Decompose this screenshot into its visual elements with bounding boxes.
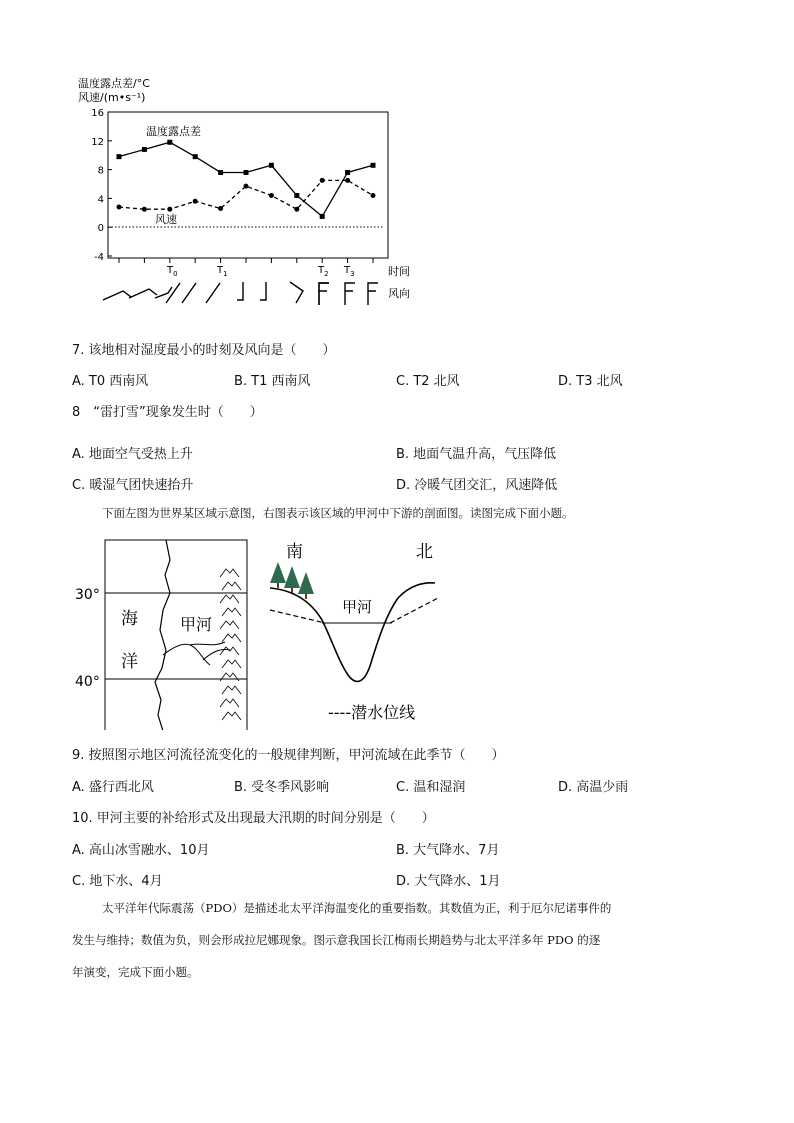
tree-icon bbox=[284, 566, 300, 588]
wind-barb-12 bbox=[368, 283, 378, 305]
data-point-series-2 bbox=[269, 193, 274, 198]
river-jiahe bbox=[163, 642, 230, 665]
q7-option-b[interactable]: B. T1 西南风 bbox=[234, 374, 311, 389]
x-axis-label: 时间 bbox=[388, 265, 410, 278]
wind-barb-3 bbox=[155, 287, 172, 298]
q7-option-a[interactable]: A. T0 西南风 bbox=[72, 374, 149, 389]
mountain-icon bbox=[220, 699, 239, 707]
data-point-series-1 bbox=[269, 163, 274, 168]
data-point-series-2 bbox=[218, 206, 223, 211]
q10-option-d[interactable]: D. 大气降水、1月 bbox=[396, 874, 501, 889]
svg-text:T1: $T_1$ bbox=[217, 265, 228, 278]
data-point-series-1 bbox=[294, 193, 299, 198]
svg-text:T2: $T_2$ bbox=[318, 265, 329, 278]
wind-direction-symbols bbox=[103, 282, 378, 305]
y-axis-label-wind: 风速/(m•s⁻¹) bbox=[78, 91, 146, 104]
series-line-1 bbox=[119, 142, 373, 216]
wind-barb-2 bbox=[129, 289, 157, 298]
series-points bbox=[117, 140, 376, 219]
mountain-icon bbox=[220, 595, 239, 603]
wind-barb-9 bbox=[290, 282, 303, 303]
data-point-series-1 bbox=[371, 163, 376, 168]
q10-option-c[interactable]: C. 地下水、4月 bbox=[72, 874, 163, 889]
q8-option-a[interactable]: A. 地面空气受热上升 bbox=[72, 447, 193, 462]
wind-barb-7 bbox=[237, 282, 243, 300]
series-label-temp: 温度露点差 bbox=[146, 125, 201, 138]
q7-option-c[interactable]: C. T2 北风 bbox=[396, 374, 460, 389]
question-7-stem: 7. 该地相对湿度最小的时刻及风向是（ ） bbox=[72, 343, 336, 358]
passage-intro-3-line-2: 发生与维持；数值为负，则会形成拉尼娜现象。图示意我国长江梅雨长期趋势与北太平洋多年 PDO 的逐 bbox=[72, 933, 601, 947]
mountain-icon bbox=[220, 621, 239, 629]
ocean-label-char-1: 海 bbox=[121, 609, 138, 629]
data-point-series-2 bbox=[345, 178, 350, 183]
data-point-series-2 bbox=[167, 207, 172, 212]
q9-option-d[interactable]: D. 高温少雨 bbox=[558, 780, 629, 795]
data-point-series-1 bbox=[142, 147, 147, 152]
q9-option-b[interactable]: B. 受冬季风影响 bbox=[234, 780, 330, 795]
passage-intro-2: 下面左图为世界某区域示意图，右图表示该区域的甲河中下游的剖面图。读图完成下面小题。 bbox=[102, 506, 574, 520]
tree-trunk bbox=[305, 594, 307, 599]
y-axis-label-temp: 温度露点差/°C bbox=[78, 77, 150, 90]
river-profile bbox=[270, 542, 438, 722]
region-map bbox=[75, 540, 247, 730]
y-tick-label: 16 bbox=[91, 108, 104, 119]
data-point-series-2 bbox=[294, 207, 299, 212]
temperature-dewpoint-wind-chart bbox=[0, 0, 794, 320]
mountain-icon bbox=[222, 634, 241, 642]
y-tick-label: 12 bbox=[91, 136, 104, 148]
wind-barb-5 bbox=[182, 283, 196, 303]
mountain-icon bbox=[222, 582, 241, 590]
y-tick-label: -4 bbox=[94, 252, 104, 263]
wind-direction-label: 风向 bbox=[388, 287, 410, 300]
x-tick-label-t3 bbox=[343, 265, 355, 278]
latitude-label-40: 40° bbox=[75, 674, 100, 690]
series-lines bbox=[119, 142, 373, 216]
map-frame bbox=[105, 540, 247, 730]
south-label: 南 bbox=[286, 542, 303, 562]
data-point-series-1 bbox=[117, 154, 122, 159]
series-label-wind: 风速 bbox=[155, 213, 177, 226]
q9-option-a[interactable]: A. 盛行西北风 bbox=[72, 780, 154, 795]
wind-barb-1 bbox=[103, 291, 131, 300]
north-label: 北 bbox=[416, 542, 433, 562]
data-point-series-1 bbox=[193, 154, 198, 159]
svg-text:T0: $T_0$ bbox=[167, 265, 178, 278]
mountain-icon bbox=[220, 647, 239, 655]
ocean-label-char-2: 洋 bbox=[121, 652, 138, 672]
x-tick-label-t1 bbox=[216, 265, 228, 278]
y-tick-label: 0 bbox=[97, 223, 104, 235]
water-table-legend: ----潜水位线 bbox=[328, 703, 416, 722]
data-point-series-1 bbox=[218, 170, 223, 175]
question-9-stem: 9. 按照图示地区河流径流变化的一般规律判断，甲河流域在此季节（ ） bbox=[72, 748, 505, 763]
q10-option-b[interactable]: B. 大气降水、7月 bbox=[396, 843, 500, 858]
figure-1 bbox=[0, 0, 794, 320]
y-tick-label: 8 bbox=[97, 165, 104, 177]
q8-option-b[interactable]: B. 地面气温升高，气压降低 bbox=[396, 447, 557, 462]
river-label-map: 甲河 bbox=[180, 615, 213, 634]
wind-barb-6 bbox=[206, 283, 220, 303]
passage-intro-3-line-3: 年演变，完成下面小题。 bbox=[72, 965, 199, 979]
wind-barb-10 bbox=[319, 283, 329, 305]
q9-option-c[interactable]: C. 温和湿润 bbox=[396, 780, 466, 795]
water-table-line-right bbox=[390, 598, 438, 623]
wind-barb-11 bbox=[345, 283, 355, 305]
data-point-series-1 bbox=[244, 170, 249, 175]
coastline bbox=[155, 540, 170, 730]
mountain-icon bbox=[222, 686, 241, 694]
mountain-icon bbox=[220, 569, 239, 577]
mountain-icon bbox=[222, 608, 241, 616]
tree-trunk bbox=[277, 583, 279, 588]
mountain-icon bbox=[222, 712, 241, 720]
data-point-series-2 bbox=[244, 184, 249, 189]
data-point-series-1 bbox=[320, 214, 325, 219]
wind-barb-8 bbox=[260, 282, 266, 300]
region-map-and-river-profile bbox=[0, 530, 794, 730]
river-label-profile: 甲河 bbox=[342, 598, 373, 616]
q7-option-d[interactable]: D. T3 北风 bbox=[558, 374, 623, 389]
latitude-label-30: 30° bbox=[75, 587, 100, 603]
svg-text:T3: $T_3$ bbox=[344, 265, 355, 278]
y-axis bbox=[91, 108, 112, 263]
mountain-icon bbox=[220, 673, 239, 681]
y-tick-label: 4 bbox=[97, 194, 104, 206]
data-point-series-1 bbox=[345, 170, 350, 175]
data-point-series-1 bbox=[167, 140, 172, 145]
wind-barb-10b bbox=[319, 283, 329, 305]
tree-icon bbox=[298, 572, 314, 594]
x-tick-label-t2 bbox=[317, 265, 329, 278]
data-point-series-2 bbox=[320, 178, 325, 183]
question-10-stem: 10. 甲河主要的补给形式及出现最大汛期的时间分别是（ ） bbox=[72, 811, 435, 826]
x-tick-label-t0 bbox=[166, 265, 178, 278]
data-point-series-2 bbox=[193, 199, 198, 204]
data-point-series-2 bbox=[371, 193, 376, 198]
q8-option-d[interactable]: D. 冷暖气团交汇，风速降低 bbox=[396, 478, 558, 493]
mountain-icon bbox=[222, 660, 241, 668]
q10-option-a[interactable]: A. 高山冰雪融水、10月 bbox=[72, 843, 210, 858]
q8-option-c[interactable]: C. 暖湿气团快速抬升 bbox=[72, 478, 194, 493]
data-point-series-2 bbox=[117, 205, 122, 210]
x-axis bbox=[119, 258, 373, 263]
tree-icon bbox=[270, 562, 286, 583]
mountain-symbols bbox=[220, 569, 241, 720]
data-point-series-2 bbox=[142, 207, 147, 212]
passage-intro-3-line-1: 太平洋年代际震荡（PDO）是描述北太平洋海温变化的重要指数。其数值为正，利于厄尔尼诺事件的 bbox=[102, 901, 612, 915]
figure-2 bbox=[0, 530, 794, 730]
question-8-stem: 8 “雷打雪”现象发生时（ ） bbox=[72, 405, 263, 420]
